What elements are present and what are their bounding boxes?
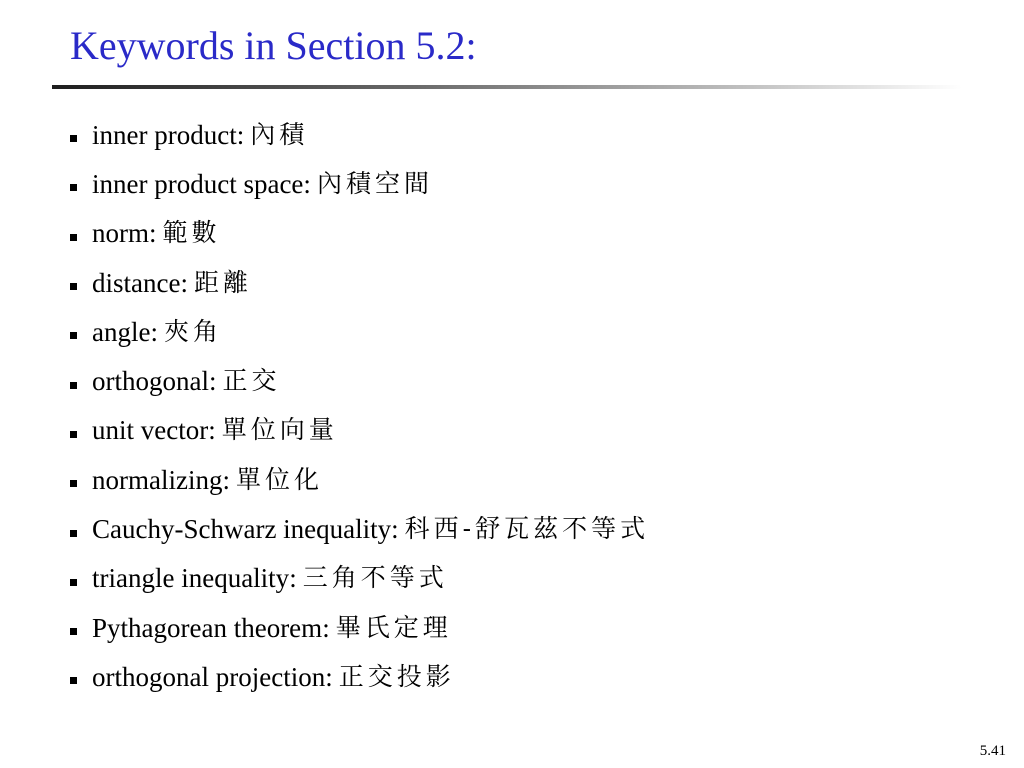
square-bullet-icon xyxy=(70,628,77,635)
keyword-separator: : xyxy=(150,316,158,347)
keyword-translation: 夾角 xyxy=(164,316,223,346)
keyword-translation: 畢氏定理 xyxy=(335,612,452,642)
keyword-term: orthogonal xyxy=(92,366,209,397)
keyword-list xyxy=(70,110,649,702)
keyword-translation: 正交 xyxy=(222,366,281,396)
keyword-item xyxy=(70,554,649,603)
keyword-term: triangle inequality xyxy=(92,563,290,594)
keyword-translation: 範數 xyxy=(162,218,221,248)
keyword-item xyxy=(70,406,649,455)
square-bullet-icon xyxy=(70,135,77,142)
page-number: 5.41 xyxy=(979,743,1006,759)
square-bullet-icon xyxy=(70,283,77,290)
slide-title: Keywords in Section 5.2: xyxy=(70,23,477,68)
keyword-item xyxy=(70,356,649,405)
keyword-translation: 正交投影 xyxy=(338,661,455,691)
keyword-separator: : xyxy=(236,119,245,150)
keyword-term: angle xyxy=(92,316,151,347)
keyword-item xyxy=(70,209,649,258)
square-bullet-icon xyxy=(70,184,77,191)
square-bullet-icon xyxy=(70,579,77,586)
keyword-item xyxy=(70,455,649,504)
square-bullet-icon xyxy=(70,480,77,487)
keyword-term: norm xyxy=(92,218,149,249)
keyword-term: normalizing xyxy=(92,464,223,495)
keyword-separator: : xyxy=(208,366,217,397)
square-bullet-icon xyxy=(70,530,77,537)
keyword-separator: : xyxy=(322,612,330,643)
keyword-item xyxy=(70,258,649,307)
keyword-separator: : xyxy=(289,563,297,594)
keyword-term: Cauchy-Schwarz inequality xyxy=(92,514,392,545)
keyword-translation: 單位向量 xyxy=(221,415,338,445)
keyword-translation: 三角不等式 xyxy=(302,563,448,593)
keyword-term: inner product space xyxy=(92,168,304,199)
keyword-translation: 內積 xyxy=(250,119,309,149)
keyword-term: distance xyxy=(92,267,181,298)
square-bullet-icon xyxy=(70,382,77,389)
keyword-separator: : xyxy=(222,464,230,495)
keyword-term: inner product xyxy=(92,119,237,150)
keyword-separator: : xyxy=(180,267,188,298)
square-bullet-icon xyxy=(70,332,77,339)
keyword-separator: : xyxy=(208,415,216,446)
keyword-item xyxy=(70,504,649,553)
title-divider xyxy=(52,85,962,89)
square-bullet-icon xyxy=(70,677,77,684)
keyword-item xyxy=(70,652,649,701)
keyword-item xyxy=(70,603,649,652)
keyword-item xyxy=(70,159,649,208)
square-bullet-icon xyxy=(70,431,77,438)
keyword-separator: : xyxy=(303,168,311,199)
keyword-separator: : xyxy=(149,218,157,249)
keyword-translation: 科西-舒瓦茲不等式 xyxy=(404,514,650,544)
keyword-translation: 距離 xyxy=(193,267,252,297)
keyword-item xyxy=(70,307,649,356)
keyword-term: unit vector xyxy=(92,415,209,446)
keyword-translation: 內積空間 xyxy=(316,168,433,198)
keyword-term: Pythagorean theorem xyxy=(92,612,323,643)
square-bullet-icon xyxy=(70,234,77,241)
keyword-separator: : xyxy=(391,514,399,545)
keyword-term: orthogonal projection xyxy=(92,661,326,692)
keyword-item xyxy=(70,110,649,159)
keyword-separator: : xyxy=(325,661,333,692)
keyword-translation: 單位化 xyxy=(235,464,323,494)
